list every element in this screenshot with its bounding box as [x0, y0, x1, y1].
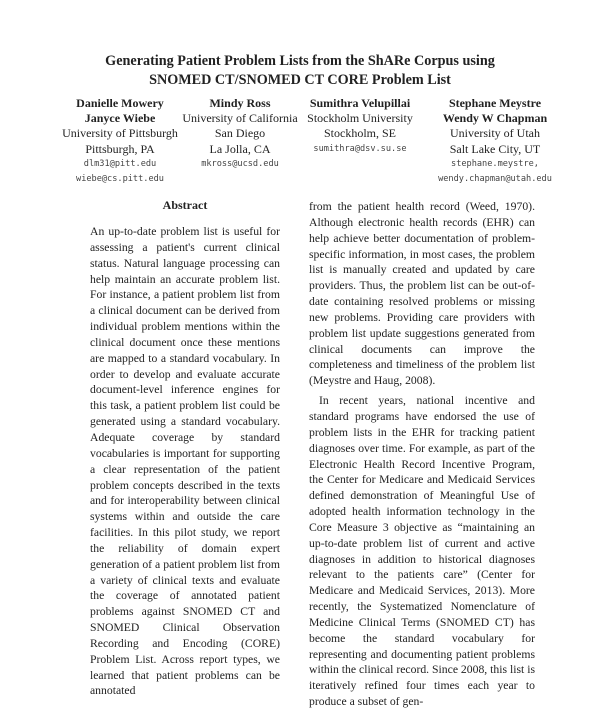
paper-title-line-1: Generating Patient Problem Lists from the ShARe Corpus using: [105, 53, 495, 69]
abstract-column: [90, 198, 280, 699]
author-email: wiebe@cs.pitt.edu: [76, 173, 164, 184]
affiliation-line: La Jolla, CA: [209, 141, 271, 156]
author-name: Mindy Ross: [209, 96, 271, 110]
author-email: wendy.chapman@utah.edu: [438, 173, 552, 184]
author-stockholm: [300, 96, 420, 157]
paper-title: [40, 52, 560, 90]
author-name: Sumithra Velupillai: [309, 96, 411, 110]
affiliation-line: University of California: [182, 111, 298, 126]
author-pitt: [50, 96, 190, 187]
affiliation-line: Salt Lake City, UT: [449, 141, 541, 156]
author-email: stephane.meystre,: [451, 158, 539, 169]
body-column: [309, 199, 535, 710]
affiliation-line: Stockholm University: [307, 111, 413, 126]
author-name: Danielle Mowery: [76, 96, 164, 110]
author-name: Wendy W Chapman: [442, 111, 548, 126]
author-block: [0, 96, 600, 186]
abstract-heading: Abstract: [162, 198, 208, 212]
author-name: Stephane Meystre: [448, 96, 542, 110]
author-name: Janyce Wiebe: [84, 111, 156, 126]
body-paragraph: from the patient health record (Weed, 1970). Although electronic health records (EHR) can help achieve better documentation of problem-specific information, in most cases, the problem list is manually created and updated by care providers. Thus, the problem list can be out-of-date containing resolved problems or missing new problems. Providing care providers with problem list update suggestions generated from clinical documents can improve the completeness and timeliness of the problem list (Meystre and Haug, 2008).: [309, 200, 535, 388]
affiliation-line: University of Pittsburgh: [62, 126, 178, 141]
author-ucsd: [180, 96, 300, 172]
affiliation-line: Stockholm, SE: [323, 126, 396, 141]
author-email: dlm31@pitt.edu: [83, 158, 157, 169]
affiliation-line: San Diego: [214, 126, 266, 141]
author-utah: [425, 96, 565, 187]
author-email: sumithra@dsv.su.se: [313, 143, 407, 154]
abstract-text: An up-to-date problem list is useful for assessing a patient's current clinical status. Natural language processing can help maintain an accurate problem list. For instance, a patient problem list from a clinical document can be derived from individual problem mentions within the clinical document once these mentions are mapped to a standard vocabulary. In order to develop and evaluate accurate document-level inference engines for this task, a patient problem list could be generated using a standard vocabulary. Adequate coverage by standard vocabularies is important for supporting a clear representation of the patient problem concepts described in the texts and for interoperability between clinical systems within and outside the care facilities. In this pilot study, we report the reliability of domain expert generation of a patient problem list from a variety of clinical texts and evaluate the coverage of annotated patient problems against SNOMED CT and SNOMED Clinical Observation Recording and Encoding (CORE) Problem List. Across report types, we learned that patient problems can be annotated: [90, 225, 280, 698]
affiliation-line: Pittsburgh, PA: [85, 141, 155, 156]
body-paragraph: In recent years, national incentive and standard programs have endorsed the use of problem lists in the EHR for tracking patient diagnoses over time. For example, as part of the Electronic Health Record Incentive Program, the Center for Medicare and Medicaid Services defined demonstration of Meaningful Use of adopted health information technology in the Core Measure 3 objective as “maintaining an up-to-date problem list of current and active diagnoses in addition to historical diagnoses relevant to the patients care” (Center for Medicare and Medicaid Services, 2013). More recently, the Systematized Nomenclature of Medicine Clinical Terms (SNOMED CT) has become the standard vocabulary for representing and documenting patient problems within the clinical record. Since 2008, this list is iteratively refined four times each year to produce a subset of gen-: [309, 394, 535, 709]
paper-title-line-2: SNOMED CT/SNOMED CT CORE Problem List: [149, 72, 451, 88]
affiliation-line: University of Utah: [450, 126, 540, 141]
author-email: mkross@ucsd.edu: [201, 158, 279, 169]
